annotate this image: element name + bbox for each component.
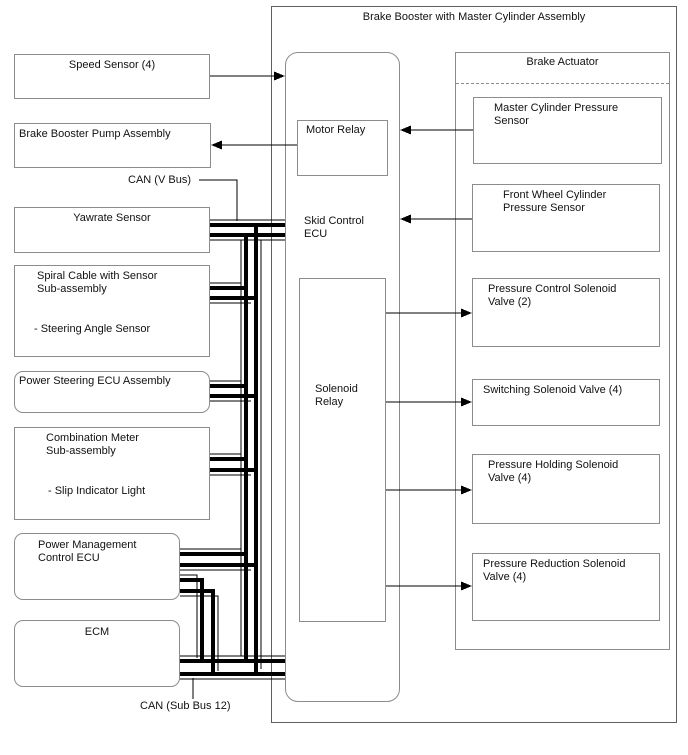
pressure-holding-solenoid-valve-box: Pressure Holding Solenoid Valve (4) — [472, 454, 660, 524]
spiral-cable-box: Spiral Cable with Sensor Sub-assembly - Steering Angle Sensor — [14, 265, 210, 357]
power-management-tap2 — [180, 580, 202, 661]
master-cylinder-pressure-sensor-box: Master Cylinder Pressure Sensor — [473, 97, 662, 164]
front-wheel-cylinder-pressure-sensor-box: Front Wheel Cylinder Pressure Sensor — [472, 184, 660, 252]
can-sub-bus-label: CAN (Sub Bus 12) — [140, 700, 231, 712]
speed-sensor-box: Speed Sensor (4) — [14, 54, 210, 99]
brake-booster-assembly-title: Brake Booster with Master Cylinder Assembly — [362, 11, 586, 23]
brake-actuator-divider — [456, 83, 669, 84]
yawrate-sensor-box: Yawrate Sensor — [14, 207, 210, 253]
brake-actuator-title: Brake Actuator — [526, 56, 599, 68]
motor-relay-box: Motor Relay — [297, 120, 388, 176]
skid-control-ecu-label: Skid Control ECU — [304, 215, 364, 240]
pump-arrowhead — [211, 141, 222, 150]
ecm-box: ECM — [14, 620, 180, 687]
power-management-ecu-box: Power Management Control ECU — [14, 533, 180, 600]
power-steering-ecu-box: Power Steering ECU Assembly — [14, 371, 210, 413]
combination-meter-box: Combination Meter Sub-assembly - Slip Indicator Light — [14, 427, 210, 520]
switching-solenoid-valve-box: Switching Solenoid Valve (4) — [472, 379, 660, 426]
can-v-bus-label: CAN (V Bus) — [128, 174, 191, 186]
brake-booster-pump-box: Brake Booster Pump Assembly — [14, 123, 211, 168]
solenoid-relay-box: Solenoid Relay — [299, 278, 386, 622]
pressure-reduction-solenoid-valve-box: Pressure Reduction Solenoid Valve (4) — [472, 553, 660, 621]
pressure-control-solenoid-valve-box: Pressure Control Solenoid Valve (2) — [472, 278, 660, 347]
